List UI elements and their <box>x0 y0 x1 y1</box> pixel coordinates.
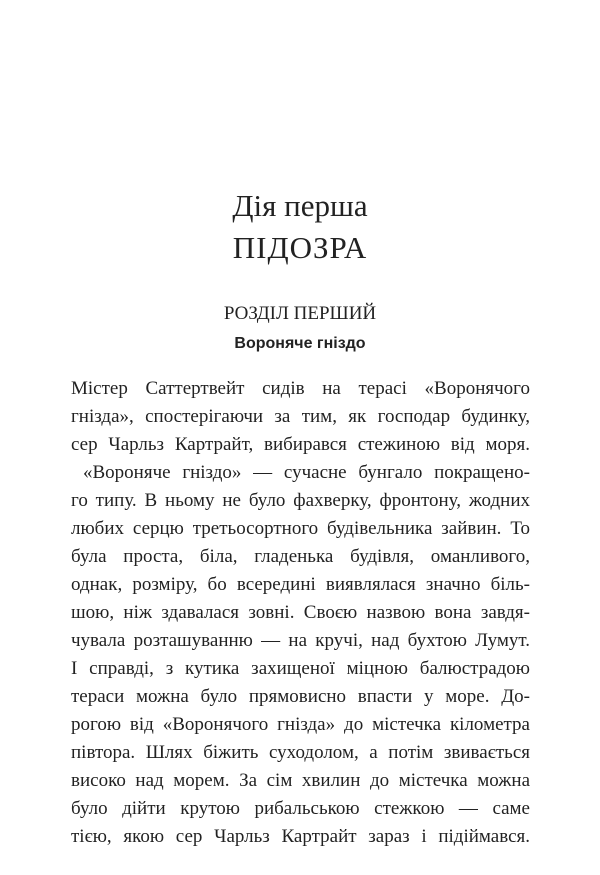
text-line: І справді, з кутика захищеної міцною балюстрадою <box>71 658 530 679</box>
text-line: гнізда», спостерігаючи за тим, як господар будинку, <box>71 406 530 427</box>
text-line: чувала розташуванню — на кручі, над бухтою Лумут. <box>71 630 530 651</box>
text-line: однак, розміру, бо всередині виявлялася значно біль- <box>71 574 530 595</box>
text-line: тією, якою сер Чарльз Картрайт зараз і підіймався. <box>71 826 530 847</box>
text-line: рогою від «Воронячого гнізда» до містечка кілометра <box>71 714 530 735</box>
part-title: Дія перша <box>232 188 368 223</box>
text-line: високо над морем. За сім хвилин до містечка можна <box>71 770 530 791</box>
part-subtitle: ПІДОЗРА <box>232 230 368 265</box>
text-line: тераси можна було прямовисно впасти у море. До- <box>71 686 530 707</box>
text-line: го типу. В ньому не було фахверку, фронтону, жодних <box>71 490 530 511</box>
text-line: шою, ніж здавалася зовні. Своєю назвою вона завдя- <box>71 602 530 623</box>
text-line: Містер Саттертвейт сидів на терасі «Воронячого <box>71 378 530 399</box>
text-line: любих серцю третьосортного будівельника зайвин. То <box>71 518 530 539</box>
text-line: була проста, біла, гладенька будівля, оманливого, <box>71 546 530 567</box>
text-line: «Вороняче гніздо» — сучасне бунгало покращено- <box>83 462 530 483</box>
chapter-title: Вороняче гніздо <box>234 335 366 352</box>
text-line: сер Чарльз Картрайт, вибирався стежиною від моря. <box>71 434 530 455</box>
text-line: було дійти крутою рибальською стежкою — саме <box>71 798 530 819</box>
body-text <box>71 375 530 851</box>
chapter-number: РОЗДІЛ ПЕРШИЙ <box>223 303 377 324</box>
text-line: півтора. Шлях біжить суходолом, а потім звивається <box>71 742 530 763</box>
